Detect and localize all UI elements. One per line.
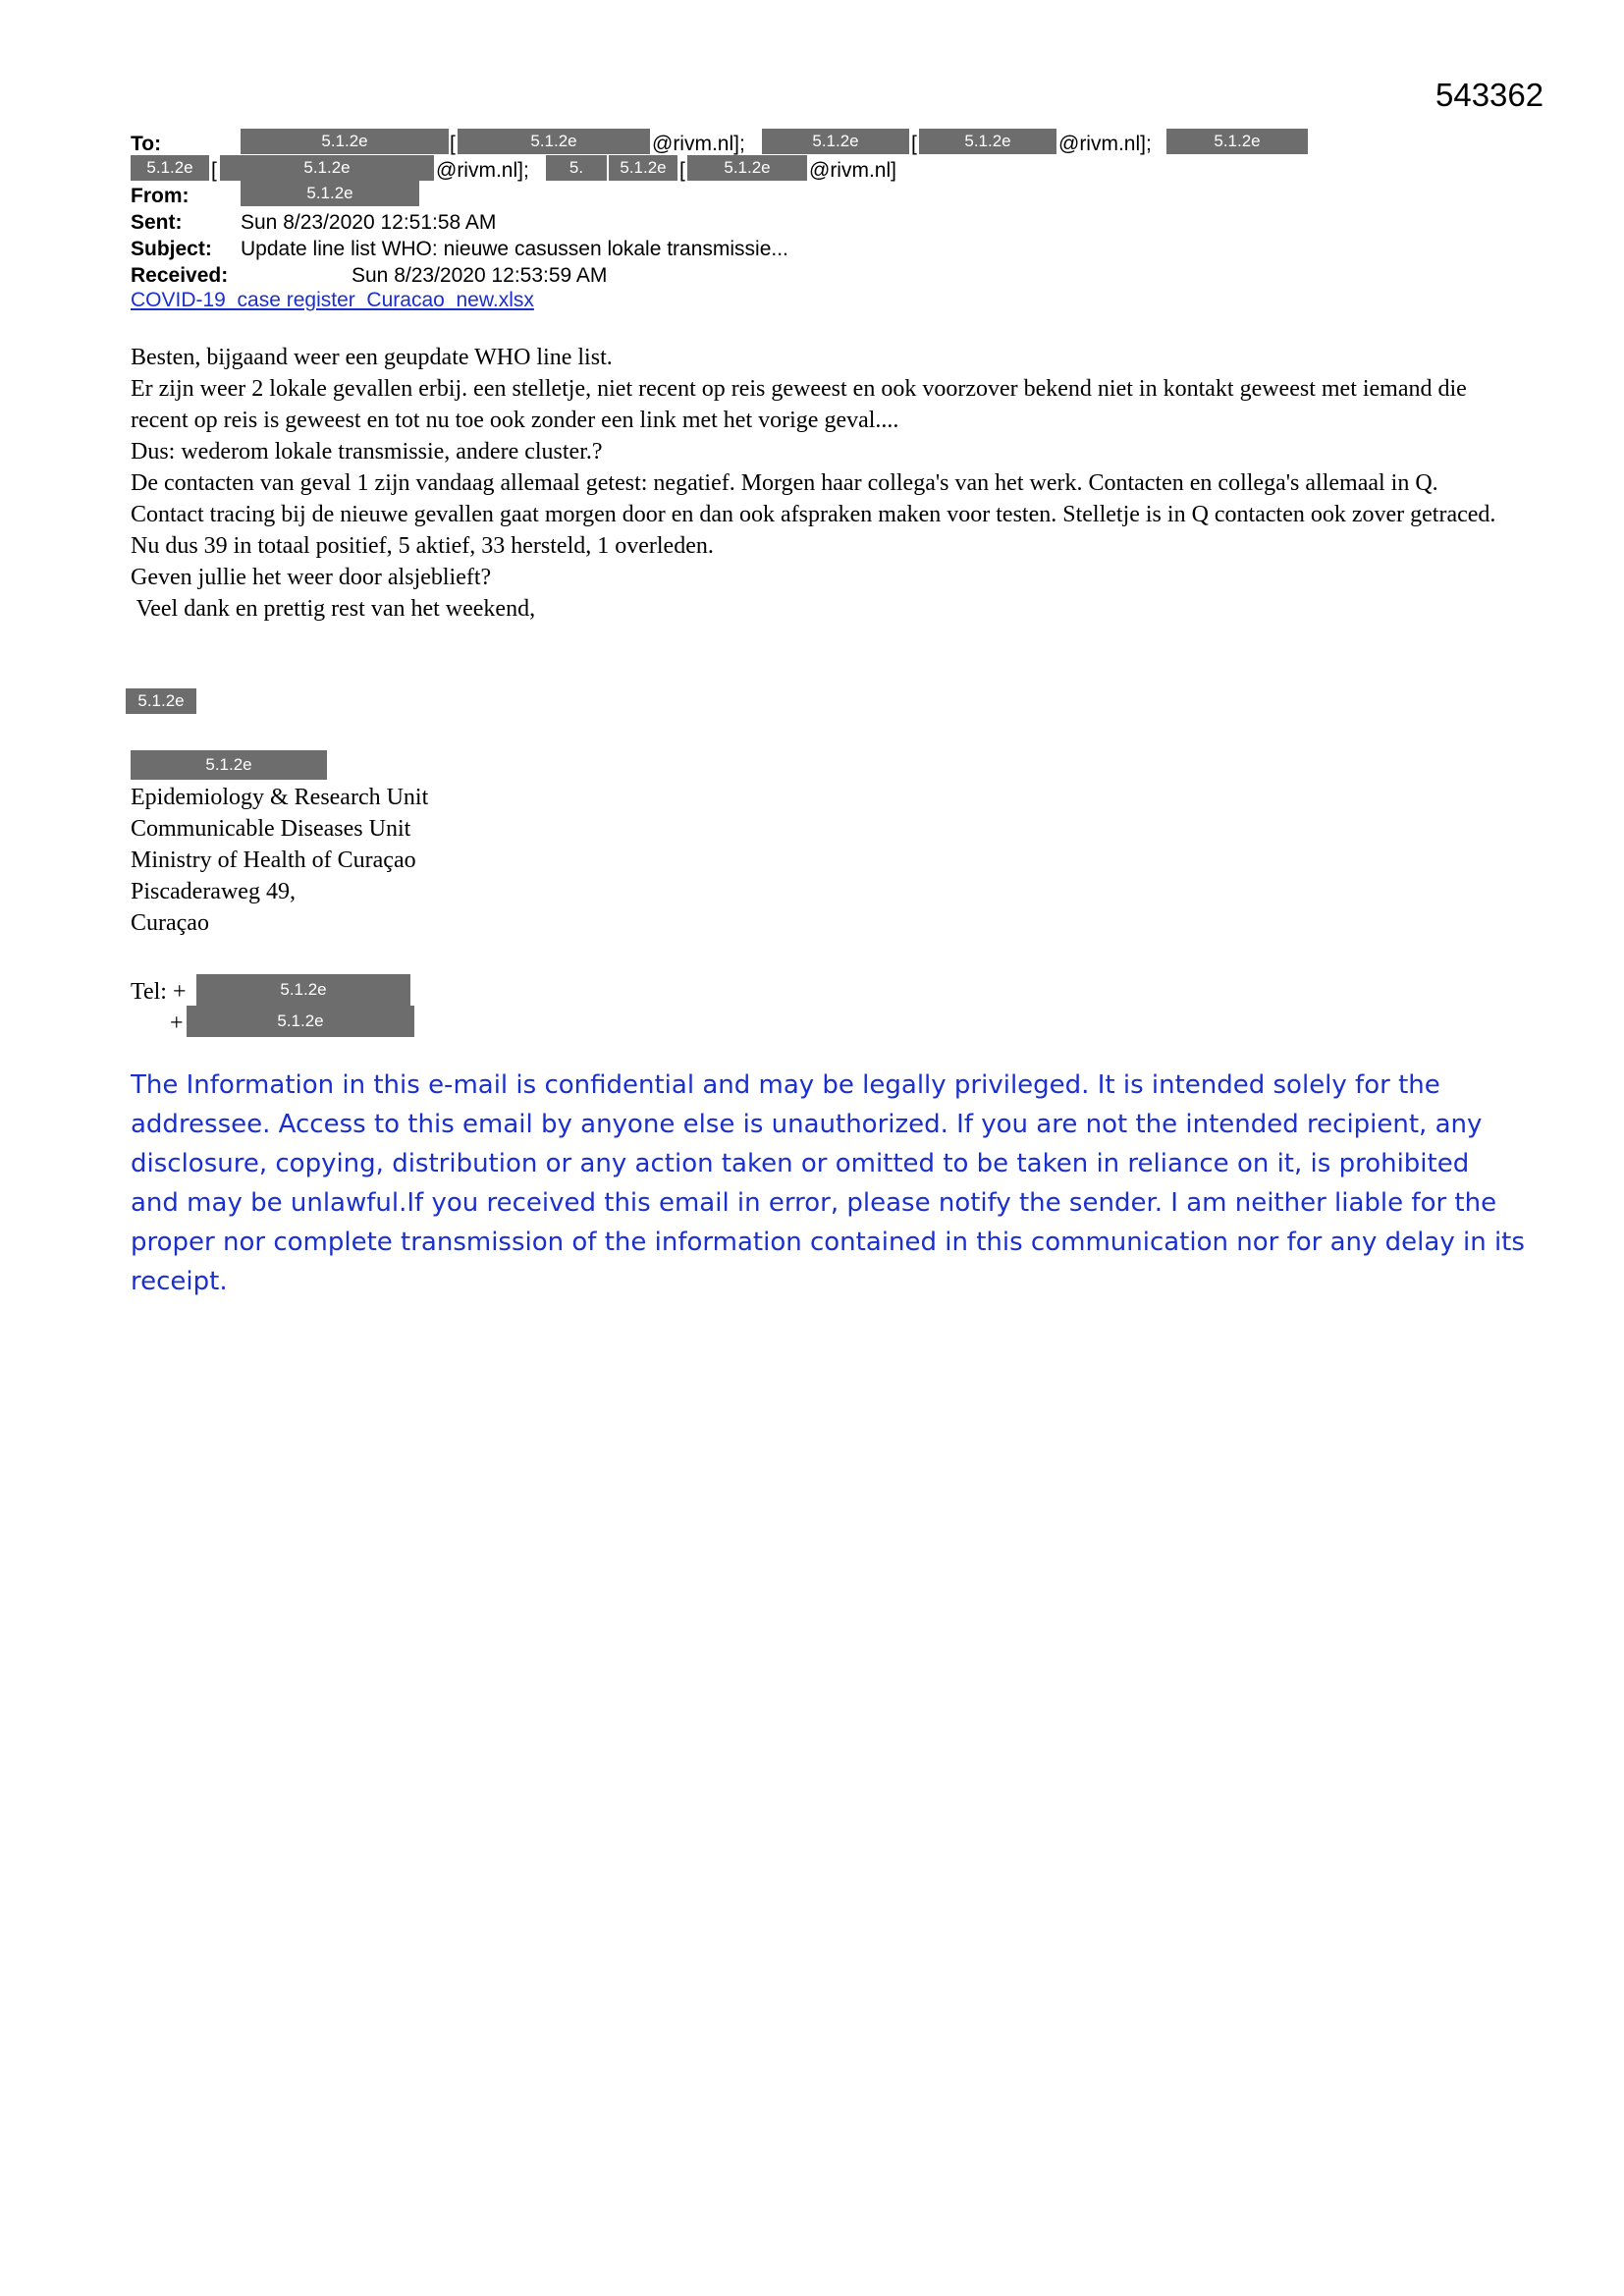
body-paragraph: Veel dank en prettig rest van het weekend, bbox=[131, 596, 536, 622]
redaction-box: 5.1.2e bbox=[241, 129, 449, 154]
body-paragraph: Geven jullie het weer door alsjeblieft? bbox=[131, 565, 492, 590]
tel-label: Tel: + bbox=[131, 979, 187, 1005]
attachment-link[interactable]: COVID-19_case register_Curacao_new.xlsx bbox=[131, 289, 534, 311]
redaction-box: 5. bbox=[546, 155, 607, 181]
tel-plus: + bbox=[170, 1011, 184, 1036]
email-domain: @rivm.nl]; bbox=[652, 133, 745, 155]
received-label: Received: bbox=[131, 264, 229, 287]
body-paragraph: Besten, bijgaand weer een geupdate WHO line list. bbox=[131, 345, 613, 370]
subject-label: Subject: bbox=[131, 238, 212, 260]
bracket: [ bbox=[679, 159, 685, 182]
from-label: From: bbox=[131, 185, 189, 207]
email-body bbox=[131, 342, 1515, 625]
confidentiality-disclaimer: The Information in this e-mail is confidential and may be legally privileged. It is intended solely for the addressee. Access to this email by anyone else is unauthorized. If you are not the intended recipient, any disclosure, copying, distribution or any action taken or omitted to be taken in reliance on it, is prohibited and may be unlawful.If you received this email in error, please notify the sender. I am neither liable for the proper nor complete transmission of the information contained in this communication nor for any delay in its receipt. bbox=[131, 1070, 1525, 1296]
body-paragraph: Er zijn weer 2 lokale gevallen erbij. een stelletje, niet recent op reis geweest en ook voorzover bekend niet in kontakt geweest met iemand die recent op reis is geweest en tot nu toe ook zonder een link met het vorige geval.... bbox=[131, 376, 1467, 433]
redaction-box: 5.1.2e bbox=[241, 181, 419, 206]
subject-value: Update line list WHO: nieuwe casussen lokale transmissie... bbox=[241, 238, 788, 260]
redaction-box: 5.1.2e bbox=[687, 155, 807, 181]
redaction-box: 5.1.2e bbox=[220, 155, 434, 181]
sent-label: Sent: bbox=[131, 211, 183, 234]
redaction-box: 5.1.2e bbox=[919, 129, 1056, 154]
redaction-box: 5.1.2e bbox=[131, 155, 209, 181]
redaction-box: 5.1.2e bbox=[609, 155, 677, 181]
redaction-box: 5.1.2e bbox=[1166, 129, 1308, 154]
bracket: [ bbox=[450, 133, 456, 155]
bracket: [ bbox=[211, 159, 217, 182]
body-paragraph: Dus: wederom lokale transmissie, andere cluster.? bbox=[131, 439, 603, 465]
email-domain: @rivm.nl]; bbox=[1058, 133, 1152, 155]
body-paragraph: Nu dus 39 in totaal positief, 5 aktief, 33 hersteld, 1 overleden. bbox=[131, 533, 714, 559]
redaction-box: 5.1.2e bbox=[131, 750, 327, 780]
signature-line: Curaçao bbox=[131, 910, 209, 936]
body-paragraph: Contact tracing bij de nieuwe gevallen gaat morgen door en dan ook afspraken maken voor testen. Stelletje is in Q contacten ook zover getraced. bbox=[131, 502, 1496, 527]
sent-value: Sun 8/23/2020 12:51:58 AM bbox=[241, 211, 497, 234]
email-domain: @rivm.nl] bbox=[809, 159, 896, 182]
body-paragraph: De contacten van geval 1 zijn vandaag allemaal getest: negatief. Morgen haar collega's van het werk. Contacten en collega's allemaal in Q. bbox=[131, 470, 1438, 496]
redaction-box: 5.1.2e bbox=[187, 1006, 414, 1037]
signature-block bbox=[131, 782, 428, 939]
signature-line: Ministry of Health of Curaçao bbox=[131, 847, 416, 873]
bracket: [ bbox=[911, 133, 917, 155]
redaction-box: 5.1.2e bbox=[762, 129, 909, 154]
signature-line: Epidemiology & Research Unit bbox=[131, 785, 429, 810]
page-number: 543362 bbox=[1435, 77, 1544, 113]
redaction-box: 5.1.2e bbox=[196, 974, 410, 1006]
received-value: Sun 8/23/2020 12:53:59 AM bbox=[352, 264, 608, 287]
redaction-box: 5.1.2e bbox=[126, 688, 196, 714]
to-label: To: bbox=[131, 133, 162, 155]
email-domain: @rivm.nl]; bbox=[436, 159, 529, 182]
signature-line: Communicable Diseases Unit bbox=[131, 816, 411, 842]
signature-line: Piscaderaweg 49, bbox=[131, 879, 296, 904]
redaction-box: 5.1.2e bbox=[458, 129, 650, 154]
